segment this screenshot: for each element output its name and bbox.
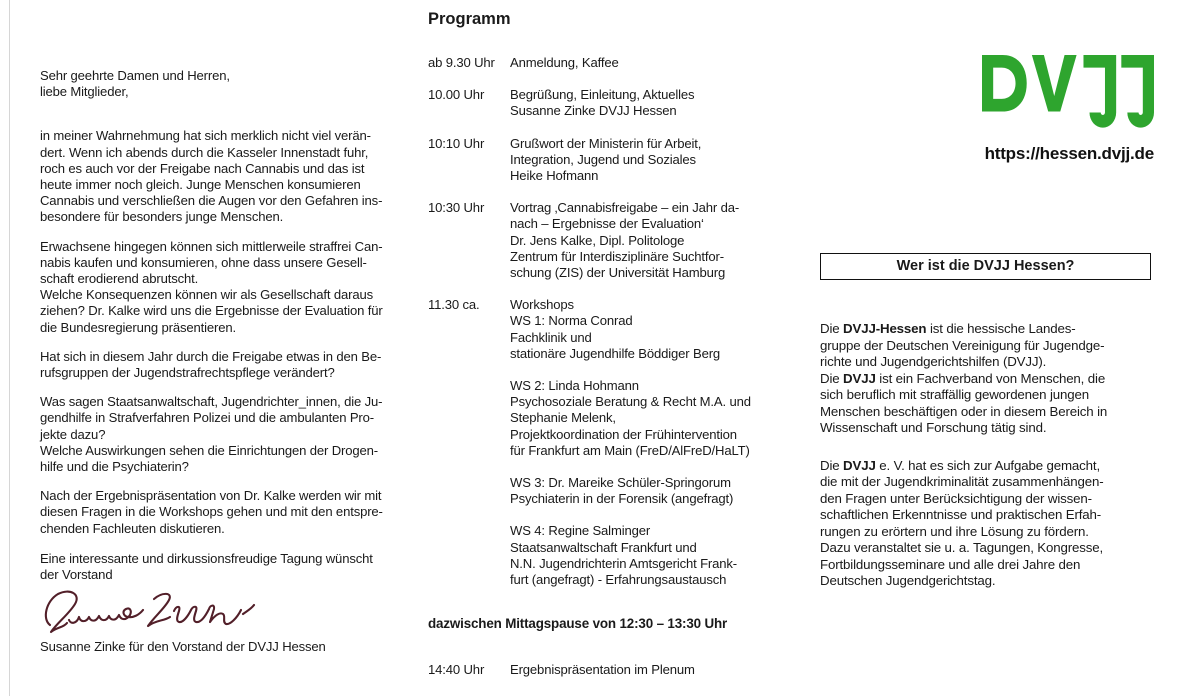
entry-time: 10.00 Uhr xyxy=(428,87,485,103)
entry-time: 10:10 Uhr xyxy=(428,135,485,151)
program-column xyxy=(428,8,790,679)
entry-description: WS 3: Dr. Mareike Schüler-Springorum Psychiaterin in der Forensik (angefragt) xyxy=(510,475,734,507)
schedule-entry-workshop xyxy=(428,523,790,588)
entry-time: 11.30 ca. xyxy=(428,297,480,313)
website-url[interactable]: https://hessen.dvjj.de xyxy=(984,144,1154,163)
letter-paragraph: Hat sich in diesem Jahr durch die Freigabe etwas in den Be- rufsgruppen der Jugendstrafrechtspflege verändert? xyxy=(40,348,382,381)
schedule-entry-workshop xyxy=(428,378,790,459)
schedule-entry xyxy=(428,297,790,362)
schedule-entry xyxy=(428,200,790,281)
letter-closing: Eine interessante und dirkussionsfreudige Tagung wünscht der Vorstand xyxy=(40,550,373,583)
schedule-entry-workshop xyxy=(428,475,790,507)
signature-caption: Susanne Zinke für den Vorstand der DVJJ Hessen xyxy=(40,639,326,655)
entry-time: 10:30 Uhr xyxy=(428,200,485,216)
entry-time xyxy=(428,523,510,588)
entry-description: WS 4: Regine Salminger Staatsanwaltschaft Frankfurt und N.N. Jugendrichterin Amtsgericht Frank- furt (angefragt) - Erfahrungsaustausch xyxy=(510,523,738,588)
entry-description: Ergebnispräsentation im Plenum xyxy=(510,662,695,678)
letter-paragraph: Was sagen Staatsanwaltschaft, Jugendrichter_innen, die Ju- gendhilfe in Strafverfahren Polizei und die ambulanten Pro- jekte dazu? Welche Auswirkungen sehen die Einrichtungen der Drogen- hilfe und die Psychiaterin? xyxy=(40,394,383,475)
dvjj-logo-letters xyxy=(982,55,1154,128)
lunch-note: dazwischen Mittagspause von 12:30 – 13:30 Uhr xyxy=(428,616,728,632)
whois-box xyxy=(820,253,1151,280)
page-fold-line xyxy=(9,0,10,696)
entry-description: Grußwort der Ministerin für Arbeit, Integration, Jugend und Soziales Heike Hofmann xyxy=(510,135,702,184)
letter-paragraph: in meiner Wahrnehmung hat sich merklich nicht viel verän- dert. Wenn ich abends durch die Kasseler Innenstadt fuhr, roch es auch vor der Freigabe nach Cannabis und das ist heute immer noch gleich. Junge Menschen konsumieren Cannabis und verschließen die Augen vor den Gefahren ins- besondere für besonders junge Menschen. xyxy=(40,128,383,225)
entry-description: Anmeldung, Kaffee xyxy=(510,55,619,70)
schedule-entry xyxy=(428,87,790,119)
entry-time xyxy=(428,378,510,459)
entry-description: Begrüßung, Einleitung, Aktuelles Susanne Zinke DVJJ Hessen xyxy=(510,87,695,119)
about-paragraph: Die DVJJ e. V. hat es sich zur Aufgabe gemacht, die mit der Jugendkriminalität zusammenhängen- den Fragen unter Berücksichtigung der wissen- schaftlichen Erkenntnisse und praktischen Erfah- rungen zu erörtern und ihre Lösung zu fördern. Dazu veranstaltet sie u. a. Tagungen, Kongresse, Fortbildungsseminare und alle drei Jahre den Deutschen Jugendgerichtstag. xyxy=(820,457,1104,588)
entry-time: ab 9.30 Uhr xyxy=(428,55,495,70)
salutation: Sehr geehrte Damen und Herren, liebe Mitglieder, xyxy=(40,68,230,100)
letter-paragraph: Erwachsene hingegen können sich mittlerweile straffrei Can- nabis kaufen und konsumieren, ohne dass unsere Gesell- schaft erodierend abrutscht. Welche Konsequenzen können wir als Gesellschaft daraus ziehen? Dr. Kalke wird uns die Ergebnisse der Evaluation für die Bundesregierung präsentieren. xyxy=(40,238,383,335)
entry-time: 14:40 Uhr xyxy=(428,662,485,678)
dvjj-logo xyxy=(820,55,1156,138)
letter-paragraph: Nach der Ergebnispräsentation von Dr. Kalke werden wir mit diesen Fragen in die Workshops gehen und mit den entspre- chenden Fachleuten diskutieren. xyxy=(40,488,383,536)
schedule-entry xyxy=(428,662,790,678)
entry-description: Vortrag ‚Cannabisfreigabe – ein Jahr da- nach – Ergebnisse der Evaluation‘ Dr. Jens Kalke, Dipl. Politologe Zentrum für Interdisziplinäre Suchtfor- schung (ZIS) der Universität Hamburg xyxy=(510,200,740,281)
signature-strokes xyxy=(46,592,254,632)
whois-box-title: Wer ist die DVJJ Hessen? xyxy=(896,258,1075,274)
letter-column xyxy=(40,68,412,655)
entry-description: Workshops WS 1: Norma Conrad Fachklinik und stationäre Jugendhilfe Böddiger Berg xyxy=(510,297,721,361)
entry-description: WS 2: Linda Hohmann Psychosoziale Beratung & Recht M.A. und Stephanie Melenk, Projektkoordination der Frühintervention für Frankfurt am Main (FreD/AlFreD/HaLT) xyxy=(510,378,751,458)
program-title: Programm xyxy=(428,10,511,28)
info-column xyxy=(820,0,1156,590)
dvjj-logo-image xyxy=(982,55,1154,133)
schedule-entry xyxy=(428,136,790,185)
entry-time xyxy=(428,475,510,507)
schedule-entry xyxy=(428,55,790,71)
about-paragraph: Die DVJJ-Hessen ist die hessische Landes- gruppe der Deutschen Vereinigung für Jugendge- richte und Jugendgerichtshilfen (DVJJ). Die DVJJ ist ein Fachverband von Menschen, die sich beruflich mit straffällig gewordenen jungen Menschen beschäftigen oder in diesem Bereich in Wissenschaft und Forschung tätig sind. xyxy=(820,321,1108,435)
signature-handwriting xyxy=(40,587,272,637)
